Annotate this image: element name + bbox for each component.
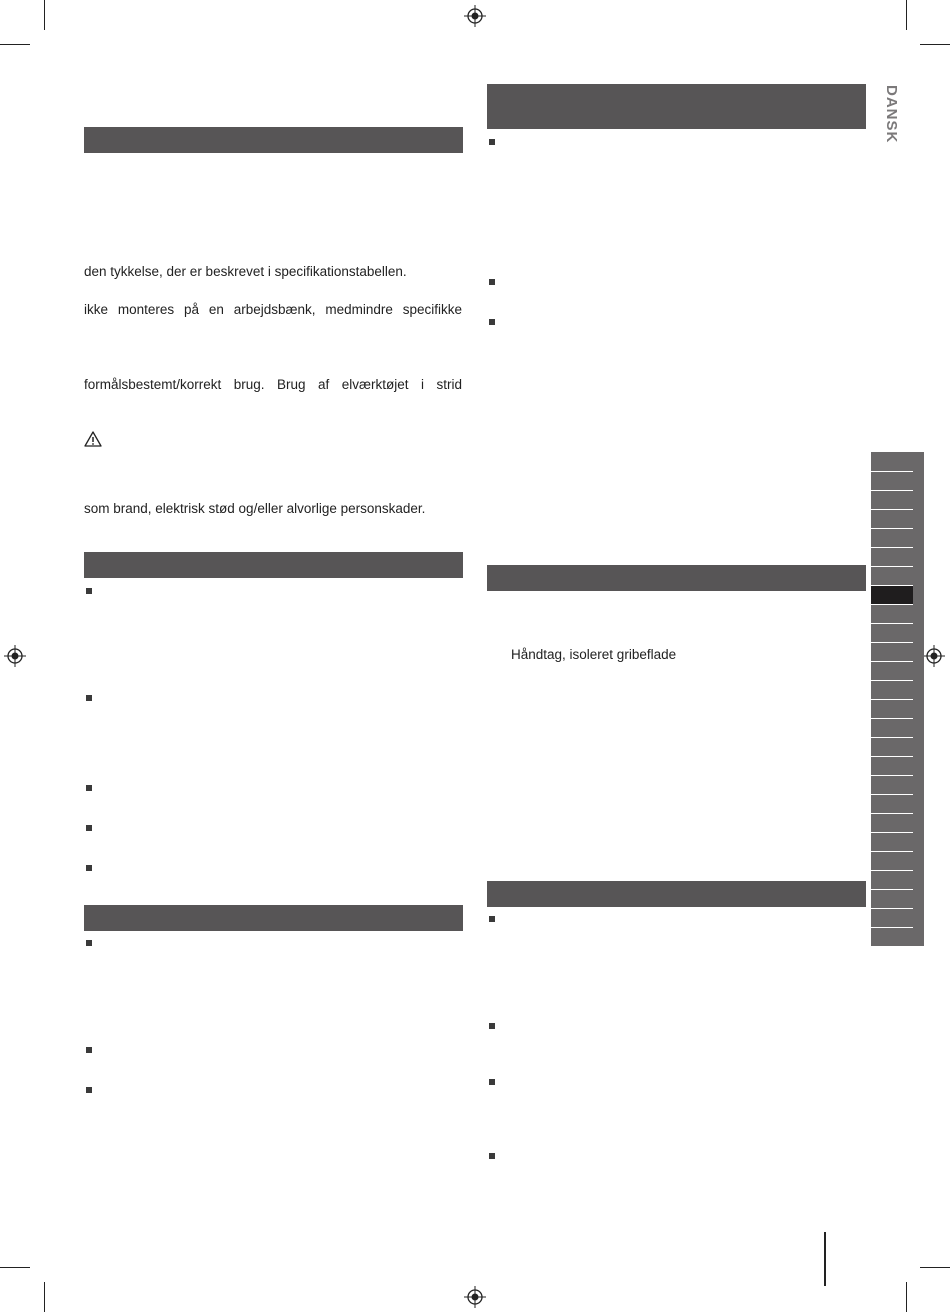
section-header-bar <box>84 905 463 931</box>
tab-divider <box>871 642 913 643</box>
tab-divider <box>871 889 913 890</box>
active-language-tab <box>871 586 913 604</box>
registration-mark-icon <box>4 645 26 667</box>
crop-mark <box>906 0 907 30</box>
body-text-line: den tykkelse, der er beskrevet i specifikationstabellen. <box>84 264 407 279</box>
crop-mark <box>920 44 950 45</box>
section-header-bar <box>487 881 866 907</box>
registration-mark-icon <box>923 645 945 667</box>
language-label: DANSK <box>883 85 900 144</box>
bullet-icon <box>86 785 92 791</box>
bullet-icon <box>489 916 495 922</box>
tab-divider <box>871 794 913 795</box>
tab-divider <box>871 623 913 624</box>
bullet-icon <box>86 1047 92 1053</box>
tab-divider <box>871 927 913 928</box>
body-text-line: som brand, elektrisk stød og/eller alvorlige personskader. <box>84 501 426 516</box>
tab-divider <box>871 661 913 662</box>
tab-divider <box>871 908 913 909</box>
tab-divider <box>871 471 913 472</box>
section-header-bar <box>84 552 463 578</box>
registration-mark-icon <box>464 1286 486 1308</box>
tab-divider <box>871 680 913 681</box>
tab-divider <box>871 528 913 529</box>
tab-divider <box>871 604 913 605</box>
tab-divider <box>871 718 913 719</box>
bullet-icon <box>489 1023 495 1029</box>
section-header-bar <box>487 84 866 129</box>
tab-divider <box>871 509 913 510</box>
tab-divider <box>871 832 913 833</box>
bullet-icon <box>86 825 92 831</box>
page-number-divider <box>824 1232 826 1286</box>
crop-mark <box>44 1282 45 1312</box>
bullet-icon <box>489 139 495 145</box>
bullet-icon <box>86 940 92 946</box>
crop-mark <box>920 1267 950 1268</box>
bullet-icon <box>86 695 92 701</box>
bullet-icon <box>489 1153 495 1159</box>
section-header-bar <box>84 127 463 153</box>
tab-divider <box>871 851 913 852</box>
tab-divider <box>871 566 913 567</box>
bullet-icon <box>86 588 92 594</box>
tab-divider <box>871 756 913 757</box>
tab-divider <box>871 490 913 491</box>
tab-divider <box>871 547 913 548</box>
crop-mark <box>0 44 30 45</box>
crop-mark <box>0 1267 30 1268</box>
tab-divider <box>871 775 913 776</box>
tab-divider <box>871 737 913 738</box>
bullet-icon <box>489 319 495 325</box>
bullet-icon <box>86 1087 92 1093</box>
registration-mark-icon <box>464 5 486 27</box>
warning-icon <box>84 431 102 447</box>
tab-divider <box>871 699 913 700</box>
crop-mark <box>44 0 45 30</box>
tab-divider <box>871 813 913 814</box>
tab-divider <box>871 870 913 871</box>
bullet-icon <box>86 865 92 871</box>
body-text-line: Håndtag, isoleret gribeflade <box>511 647 677 662</box>
bullet-icon <box>489 1079 495 1085</box>
body-text-line: formålsbestemt/korrekt brug. Brug af elværktøjet i strid <box>84 377 462 392</box>
body-text-line: ikke monteres på en arbejdsbænk, medmindre specifikke <box>84 302 462 317</box>
bullet-icon <box>489 279 495 285</box>
crop-mark <box>906 1282 907 1312</box>
section-header-bar <box>487 565 866 591</box>
